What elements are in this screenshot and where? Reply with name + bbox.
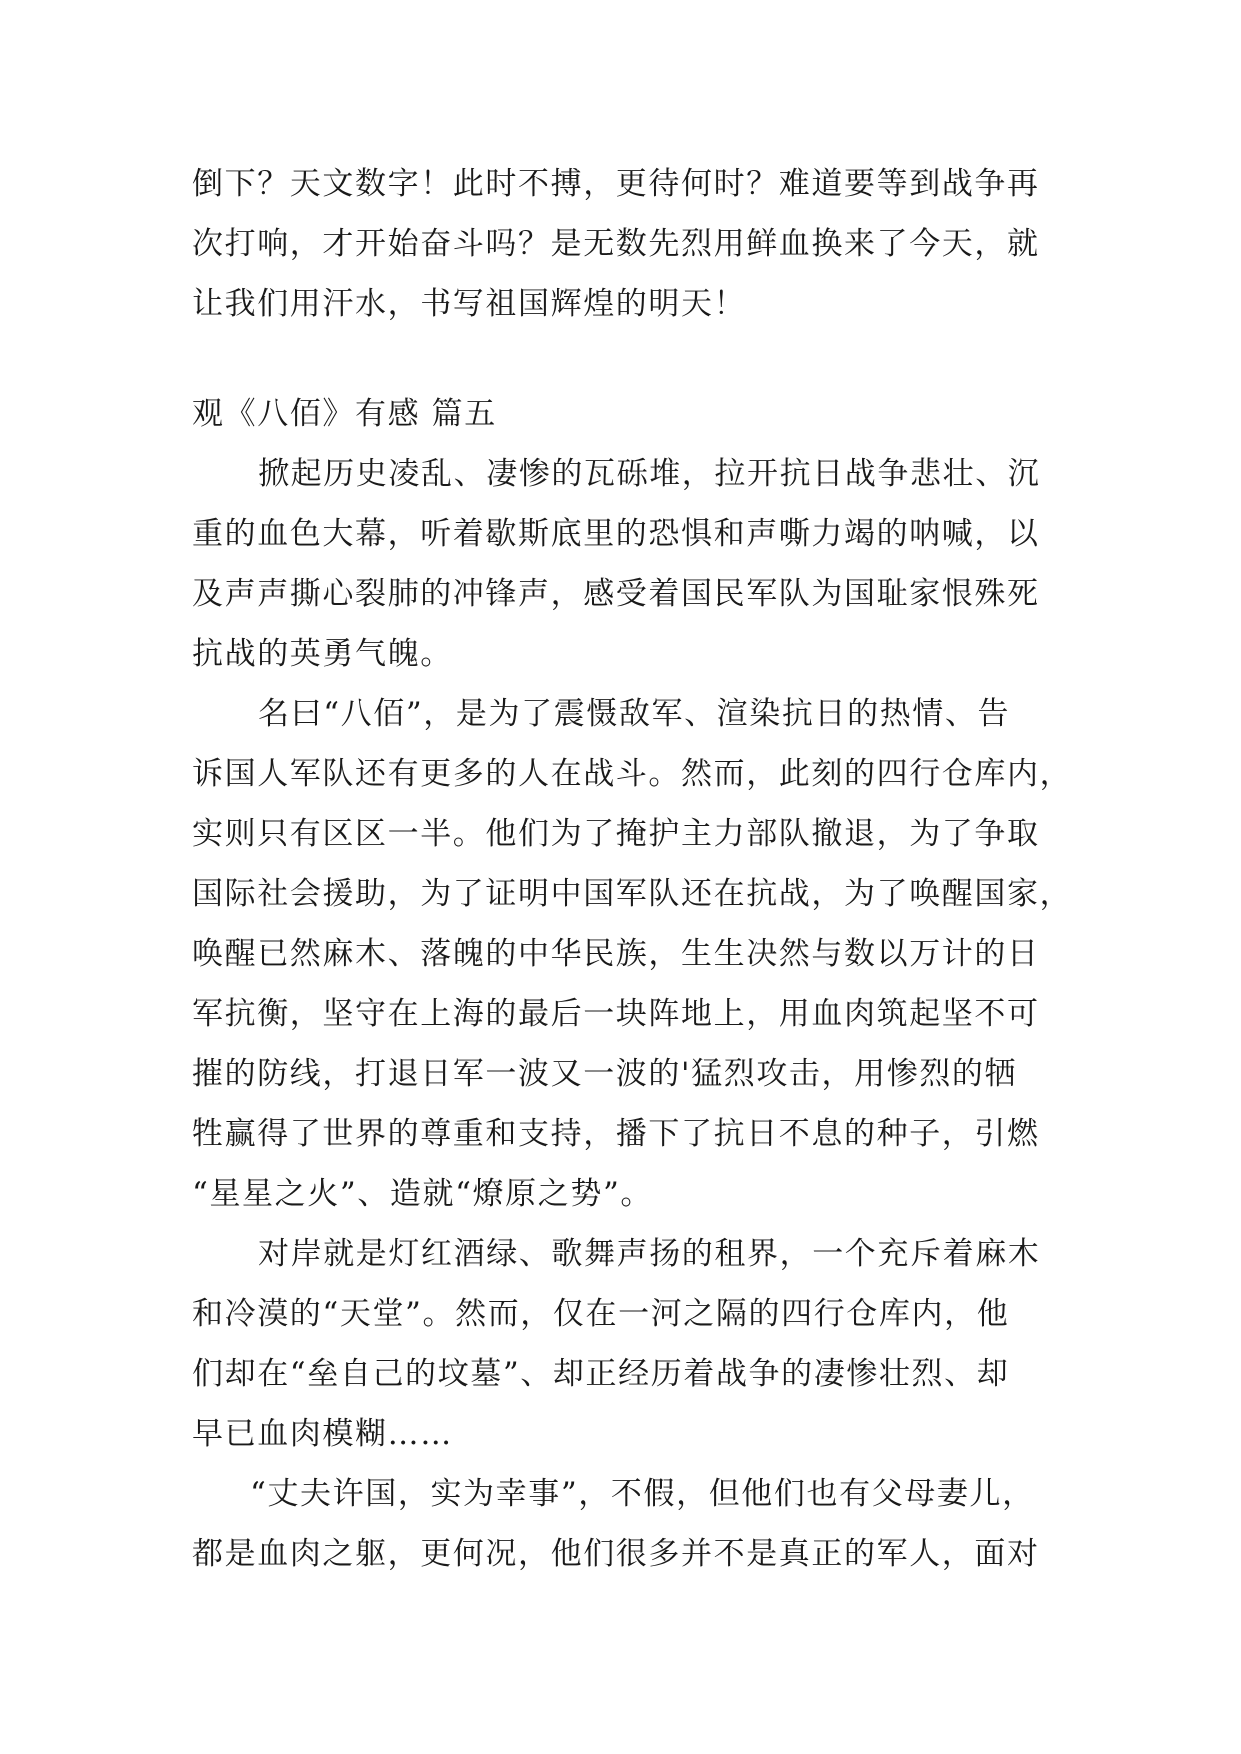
text-line: 倒下？天文数字！此时不搏，更待何时？难道要等到战争再	[192, 166, 1040, 202]
text-line: 摧的防线，打退日军一波又一波的'猛烈攻击，用惨烈的牺	[192, 1056, 1018, 1092]
text-line: “丈夫许国，实为幸事”，不假，但他们也有父母妻儿，	[250, 1476, 1035, 1512]
text-line: 军抗衡，坚守在上海的最后一块阵地上，用血肉筑起坚不可	[192, 996, 1040, 1032]
text-line: 实则只有区区一半。他们为了掩护主力部队撤退，为了争取	[192, 816, 1040, 852]
text-line: 次打响，才开始奋斗吗？是无数先烈用鲜血换来了今天，就	[192, 226, 1040, 262]
text-line: 唤醒已然麻木、落魄的中华民族，生生决然与数以万计的日	[192, 936, 1040, 972]
text-line: 和冷漠的“天堂”。然而，仅在一河之隔的四行仓库内，他	[192, 1296, 1010, 1332]
text-line: 对岸就是灯红酒绿、歌舞声扬的租界，一个充斥着麻木	[258, 1236, 1041, 1272]
text-line: 抗战的英勇气魄。	[192, 636, 453, 672]
section-heading: 观《八佰》有感 篇五	[192, 396, 497, 432]
text-line: 名曰“八佰”，是为了震慑敌军、渲染抗日的热情、告	[258, 696, 1011, 732]
text-line: 让我们用汗水，书写祖国辉煌的明天！	[192, 286, 747, 322]
text-line: 们却在“垒自己的坟墓”、却正经历着战争的凄惨壮烈、却	[192, 1356, 1010, 1392]
text-line: 及声声撕心裂肺的冲锋声，感受着国民军队为国耻家恨殊死	[192, 576, 1040, 612]
text-line: 掀起历史凌乱、凄惨的瓦砾堆，拉开抗日战争悲壮、沉	[258, 456, 1041, 492]
text-line: 重的血色大幕，听着歇斯底里的恐惧和声嘶力竭的呐喊，以	[192, 516, 1040, 552]
text-line: 牲赢得了世界的尊重和支持，播下了抗日不息的种子，引燃	[192, 1116, 1040, 1152]
text-line: 诉国人军队还有更多的人在战斗。然而，此刻的四行仓库内，	[192, 756, 1073, 792]
text-line: “星星之火”、造就“燎原之势”。	[192, 1176, 653, 1212]
text-line: 都是血肉之躯，更何况，他们很多并不是真正的军人，面对	[192, 1536, 1040, 1572]
text-line: 国际社会援助，为了证明中国军队还在抗战，为了唤醒国家，	[192, 876, 1073, 912]
text-line: 早已血肉模糊……	[192, 1416, 453, 1452]
